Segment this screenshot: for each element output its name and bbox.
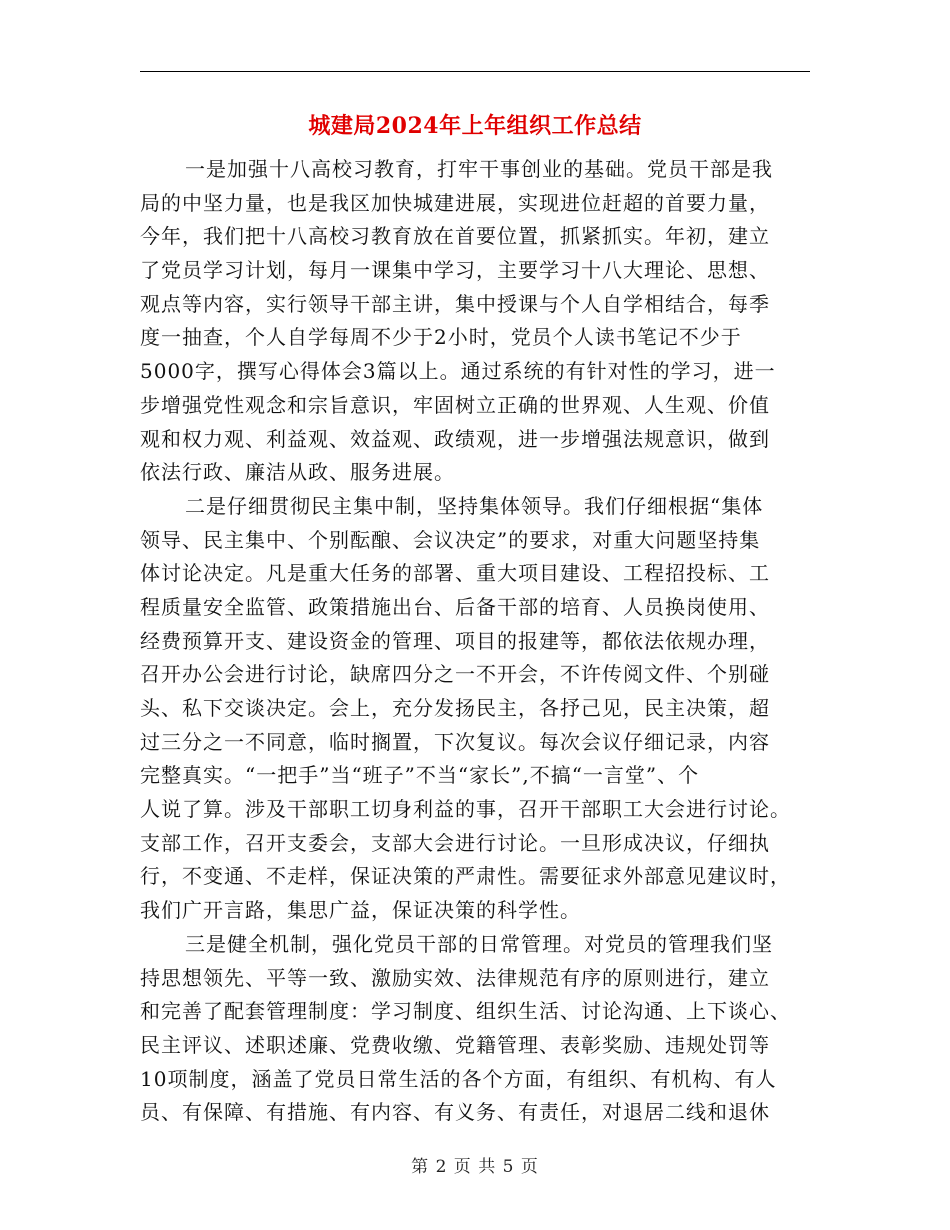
paragraph-line: 二是仔细贯彻民主集中制，坚持集体领导。我们仔细根据“集体 — [185, 493, 764, 518]
paragraph — [140, 153, 812, 490]
paragraph-line: 观点等内容，实行领导干部主讲，集中授课与个人自学相结合，每季 — [140, 291, 770, 316]
paragraph-line: 行，不变通、不走样，保证决策的严肃性。需要征求外部意见建议时， — [140, 864, 791, 889]
paragraph-line: 了党员学习计划，每月一课集中学习，主要学习十八大理论、思想、 — [140, 258, 770, 283]
paragraph-line: 我们广开言路，集思广益，保证决策的科学性。 — [140, 898, 581, 923]
paragraph-line: 度一抽查，个人自学每周不少于2小时，党员个人读书笔记不少于 — [140, 325, 742, 350]
paragraph-line: 头、私下交谈决定。会上，充分发扬民主，各抒己见，民主决策，超 — [140, 696, 770, 720]
paragraph-line: 10项制度，涵盖了党员日常生活的各个方面，有组织、有机构、有人 — [140, 1066, 777, 1091]
paragraph-line: 人说了算。涉及干部职工切身利益的事，召开干部职工大会进行讨论。 — [140, 797, 791, 822]
paragraph-line: 一是加强十八高校习教育，打牢干事创业的基础。党员干部是我 — [185, 157, 773, 181]
paragraph-line: 持思想领先、平等一致、激励实效、法律规范有序的原则进行，建立 — [140, 965, 770, 990]
document-body — [140, 153, 812, 1130]
paragraph-line: 今年，我们把十八高校习教育放在首要位置，抓紧抓实。年初，建立 — [140, 224, 770, 249]
paragraph-line: 观和权力观、利益观、效益观、政绩观，进一步增强法规意识，做到 — [140, 426, 770, 451]
paragraph-line: 过三分之一不同意，临时搁置，下次复议。每次会议仔细记录，内容 — [140, 729, 770, 754]
paragraph-line: 完整真实。“一把手”当“班子”不当“家长”,不搞“一言堂”、个 — [140, 763, 700, 788]
paragraph-line: 领导、民主集中、个别酝酿、会议决定”的要求，对重大问题坚持集 — [140, 527, 761, 552]
paragraph-line: 民主评议、述职述廉、党费收缴、党籍管理、表彰奖励、违规处罚等 — [140, 1032, 770, 1057]
page-number-footer: 第 2 页 共 5 页 — [411, 1157, 539, 1177]
paragraph-line: 依法行政、廉洁从政、服务进展。 — [140, 460, 455, 485]
paragraph-line: 体讨论决定。凡是重大任务的部署、重大项目建设、工程招投标、工 — [140, 561, 770, 586]
paragraph-line: 5000字，撰写心得体会3篇以上。通过系统的有针对性的学习，进一 — [140, 359, 776, 384]
paragraph-line: 经费预算开支、建设资金的管理、项目的报建等，都依法依规办理， — [140, 628, 770, 653]
paragraph-line: 程质量安全监管、政策措施出台、后备干部的培育、人员换岗使用、 — [140, 594, 770, 619]
paragraph-line: 三是健全机制，强化党员干部的日常管理。对党员的管理我们坚 — [185, 931, 773, 956]
paragraph — [140, 928, 812, 1130]
paragraph-line: 员、有保障、有措施、有内容、有义务、有责任，对退居二线和退休 — [140, 1100, 770, 1125]
paragraph — [140, 490, 812, 928]
paragraph-line: 步增强党性观念和宗旨意识，牢固树立正确的世界观、人生观、价值 — [140, 392, 770, 417]
paragraph-line: 支部工作，召开支委会，支部大会进行讨论。一旦形成决议，仔细执 — [140, 830, 770, 855]
document-title: 城建局2024年上年组织工作总结 — [308, 113, 642, 139]
header-rule — [140, 71, 810, 72]
paragraph-line: 召开办公会进行讨论，缺席四分之一不开会，不许传阅文件、个别碰 — [140, 662, 770, 687]
paragraph-line: 局的中坚力量，也是我区加快城建进展，实现进位赶超的首要力量， — [140, 190, 770, 215]
paragraph-line: 和完善了配套管理制度：学习制度、组织生活、讨论沟通、上下谈心、 — [140, 999, 791, 1024]
